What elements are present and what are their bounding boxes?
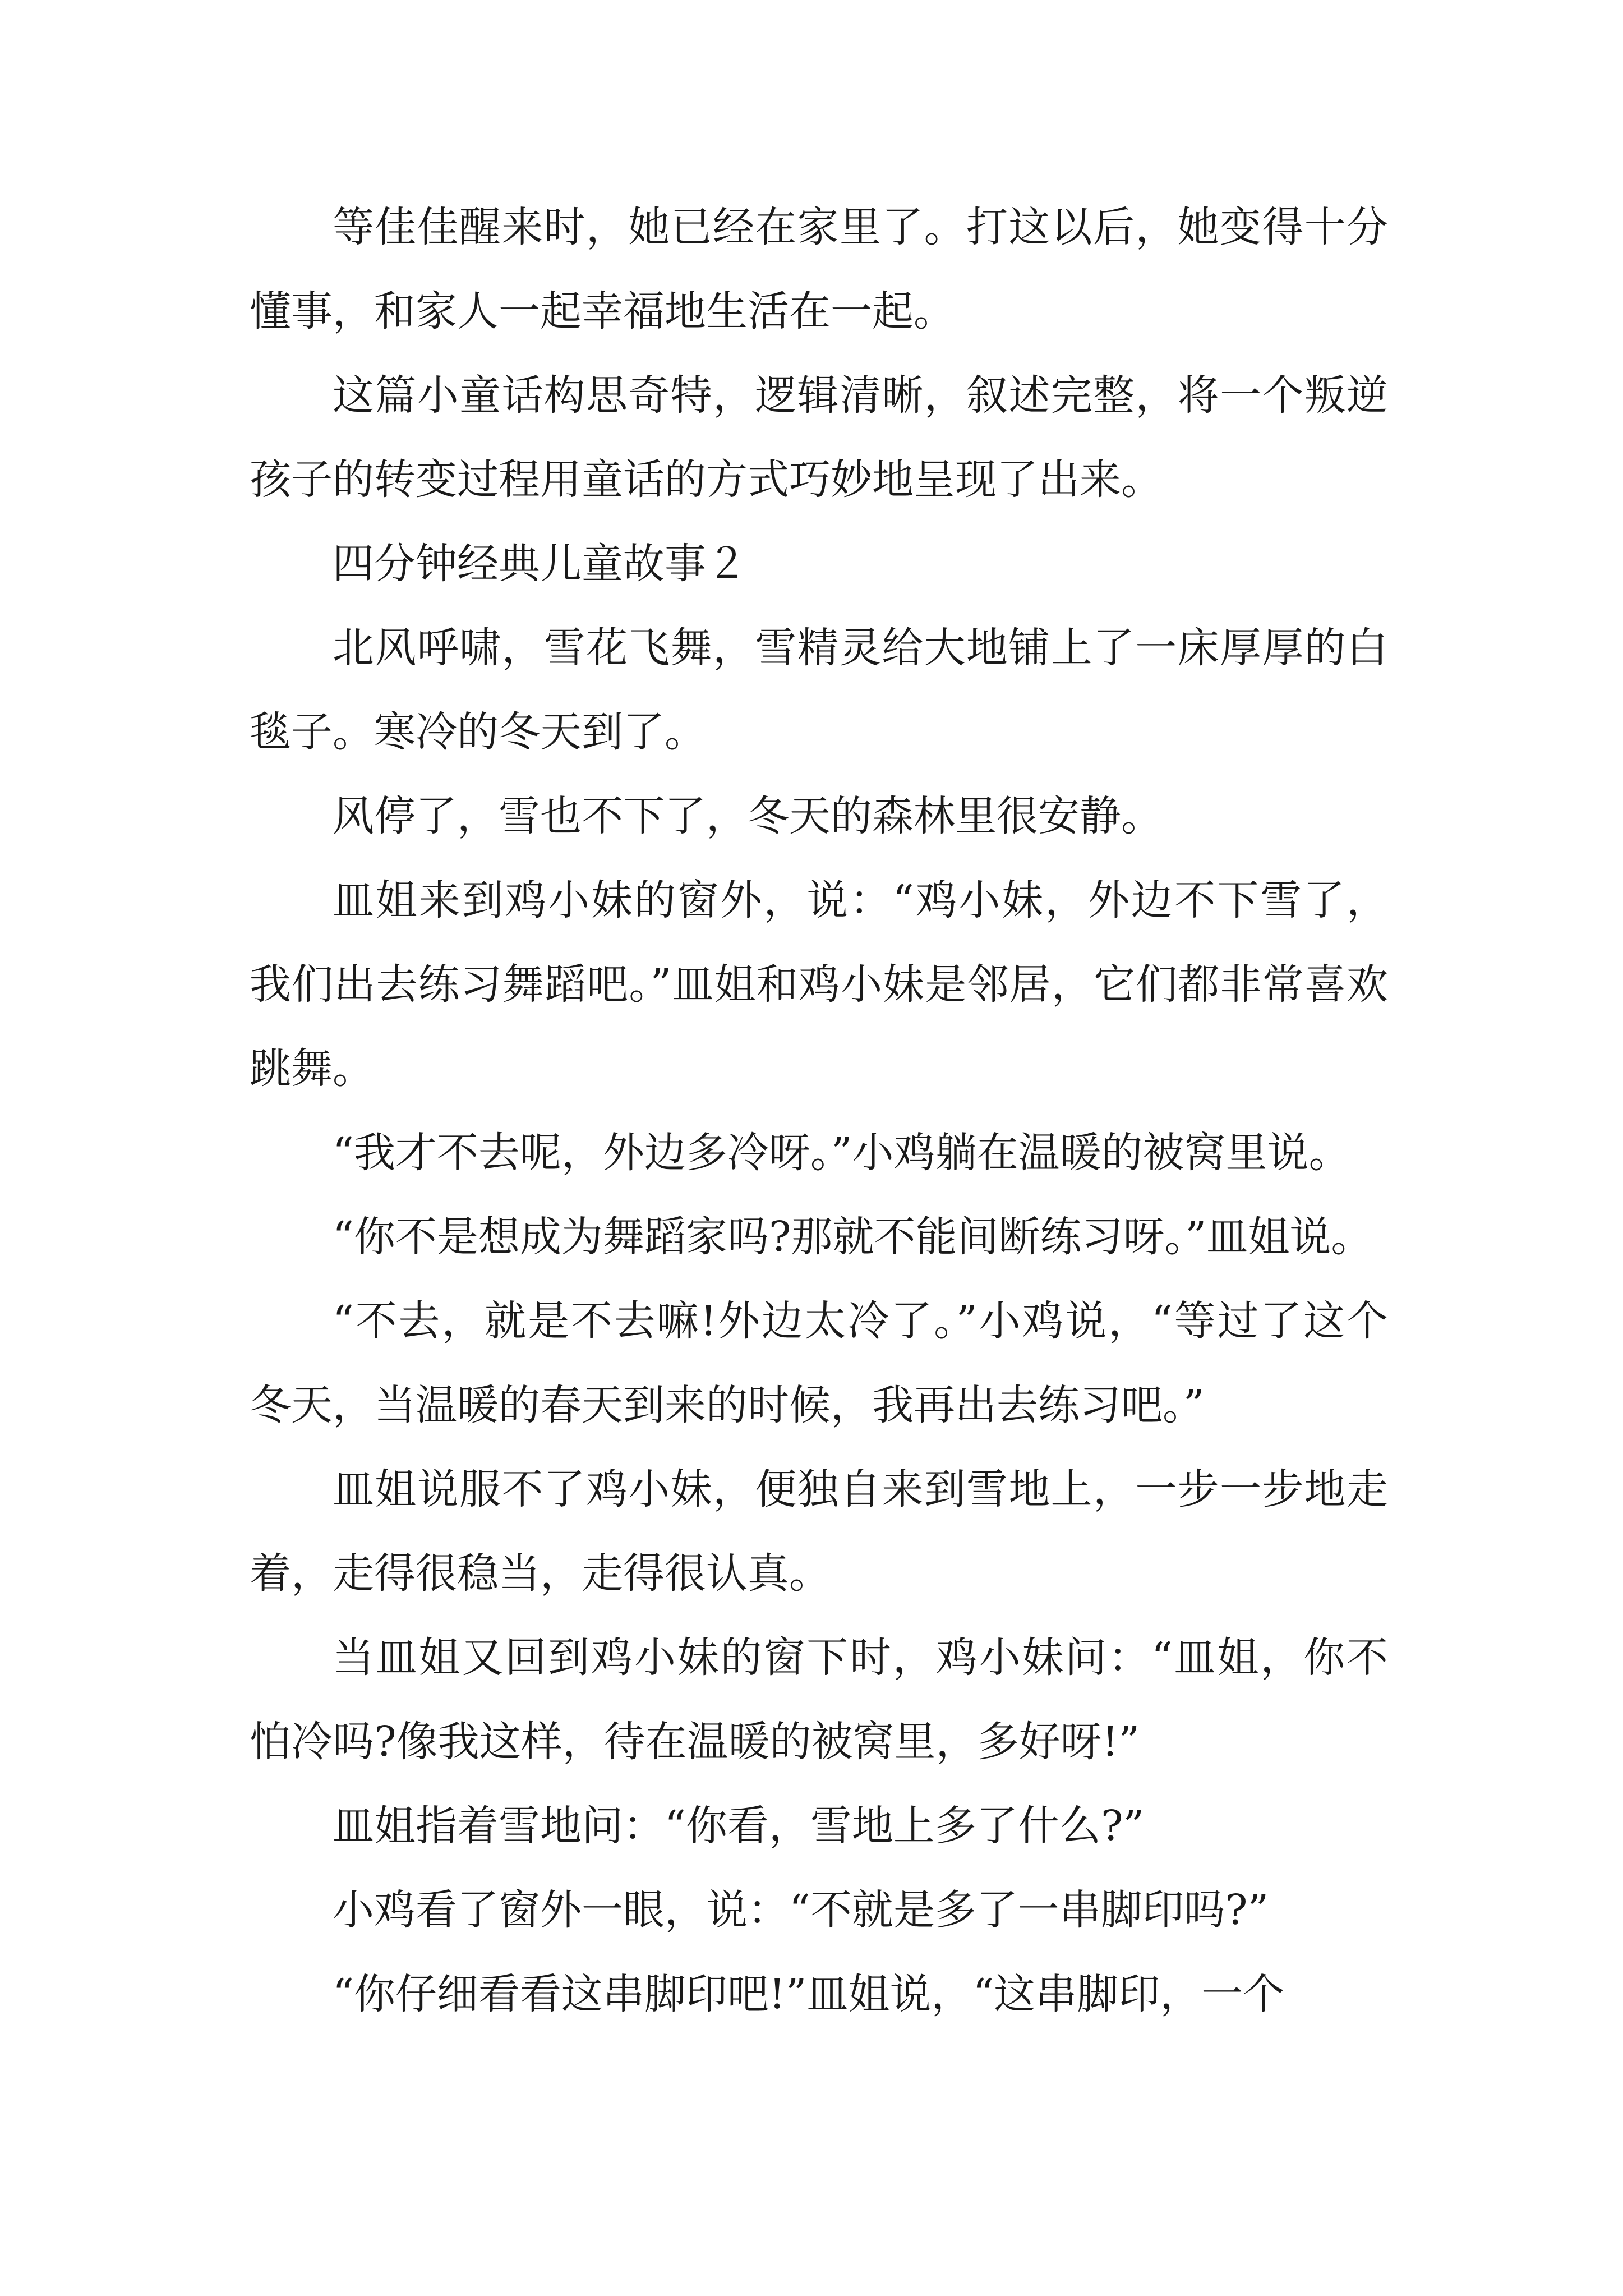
paragraph-2: 这篇小童话构思奇特，逻辑清晰，叙述完整，将一个叛逆孩子的转变过程用童话的方式巧妙地呈现了出来。 <box>250 371 1388 504</box>
paragraph-14: “你仔细看看这串脚印吧!”皿姐说，“这串脚印，一个 <box>333 1970 1285 2018</box>
paragraph-6: 皿姐来到鸡小妹的窗外，说：“鸡小妹，外边不下雪了，我们出去练习舞蹈吧。”皿姐和鸡小妹是邻居，它们都非常喜欢跳舞。 <box>250 876 1388 1093</box>
paragraph-8: “你不是想成为舞蹈家吗?那就不能间断练习呀。”皿姐说。 <box>333 1213 1373 1261</box>
story-heading: 四分钟经典儿童故事２ <box>333 540 748 588</box>
paragraph-13: 小鸡看了窗外一眼，说：“不就是多了一串脚印吗?” <box>333 1886 1269 1934</box>
paragraph-11: 当皿姐又回到鸡小妹的窗下时，鸡小妹问：“皿姐，你不怕冷吗?像我这样，待在温暖的被窝里，多好呀!” <box>250 1634 1388 1766</box>
paragraph-1: 等佳佳醒来时，她已经在家里了。打这以后，她变得十分懂事，和家人一起幸福地生活在一起。 <box>250 203 1388 335</box>
paragraph-10: 皿姐说服不了鸡小妹，便独自来到雪地上，一步一步地走着，走得很稳当，走得很认真。 <box>250 1465 1388 1598</box>
story-text <box>250 185 1388 2036</box>
paragraph-9: “不去，就是不去嘛!外边太冷了。”小鸡说，“等过了这个冬天，当温暖的春天到来的时候，我再出去练习吧。” <box>250 1297 1388 1429</box>
paragraph-5: 风停了，雪也不下了，冬天的森林里很安静。 <box>333 792 1163 840</box>
paragraph-4: 北风呼啸，雪花飞舞，雪精灵给大地铺上了一床厚厚的白毯子。寒冷的冬天到了。 <box>250 624 1388 756</box>
paragraph-12: 皿姐指着雪地问：“你看，雪地上多了什么?” <box>333 1802 1145 1850</box>
paragraph-7: “我才不去呢，外边多冷呀。”小鸡躺在温暖的被窝里说。 <box>333 1129 1350 1177</box>
